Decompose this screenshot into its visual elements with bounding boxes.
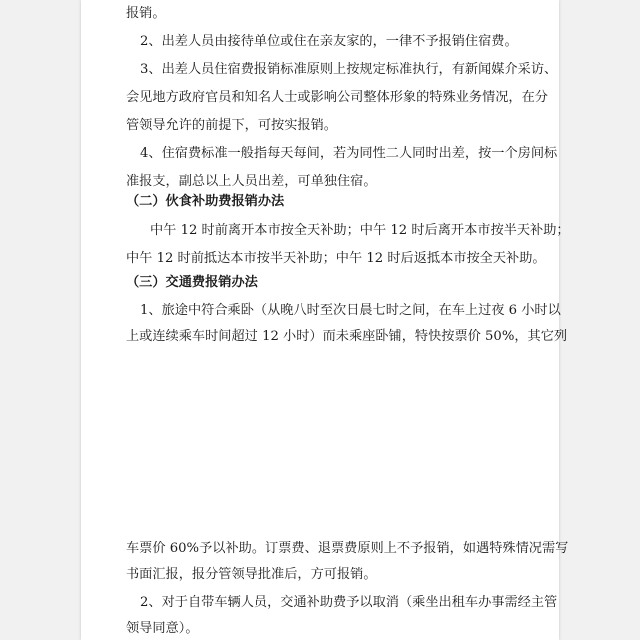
section-heading: （二）伙食补助费报销办法 <box>126 194 285 209</box>
paragraph-line: 2、对于自带车辆人员，交通补助费予以取消（乘坐出租车办事需经主管 <box>140 595 558 610</box>
paragraph-line: 中午 12 时前离开本市按全天补助；中午 12 时后离开本市按半天补助； <box>150 223 570 238</box>
document-page <box>81 0 570 640</box>
paragraph-line: 车票价 60%予以补助。订票费、退票费原则上不予报销，如遇特殊情况需写 <box>126 541 569 556</box>
paragraph-line: 管领导允许的前提下，可按实报销。 <box>126 118 337 133</box>
paragraph-line: 会见地方政府官员和知名人士或影响公司整体形象的特殊业务情况，在分 <box>126 90 548 105</box>
paragraph-line: 上或连续乘车时间超过 12 小时）而未乘座卧铺，特快按票价 50%，其它列 <box>126 329 568 344</box>
paragraph-line: 书面汇报，报分管领导批准后，方可报销。 <box>126 567 377 582</box>
paragraph-line: 中午 12 时前抵达本市按半天补助；中午 12 时后返抵本市按全天补助。 <box>126 251 546 266</box>
paragraph-line: 4、住宿费标准一般指每天每间，若为同性二人同时出差，按一个房间标 <box>140 146 558 161</box>
paragraph-line: 1、旅途中符合乘卧（从晚八时至次日晨七时之间，在车上过夜 6 小时以 <box>140 303 561 318</box>
paragraph-line: 准报支，副总以上人员出差，可单独住宿。 <box>126 174 377 189</box>
paragraph-line: 2、出差人员由接待单位或住在亲友家的，一律不予报销住宿费。 <box>140 34 518 49</box>
section-heading: （三）交通费报销办法 <box>126 275 258 290</box>
paragraph-line: 3、出差人员住宿费报销标准原则上按规定标准执行，有新闻媒介采访、 <box>140 62 558 77</box>
paragraph-line: 报销。 <box>126 6 166 21</box>
paragraph-line: 领导同意）。 <box>126 621 199 636</box>
